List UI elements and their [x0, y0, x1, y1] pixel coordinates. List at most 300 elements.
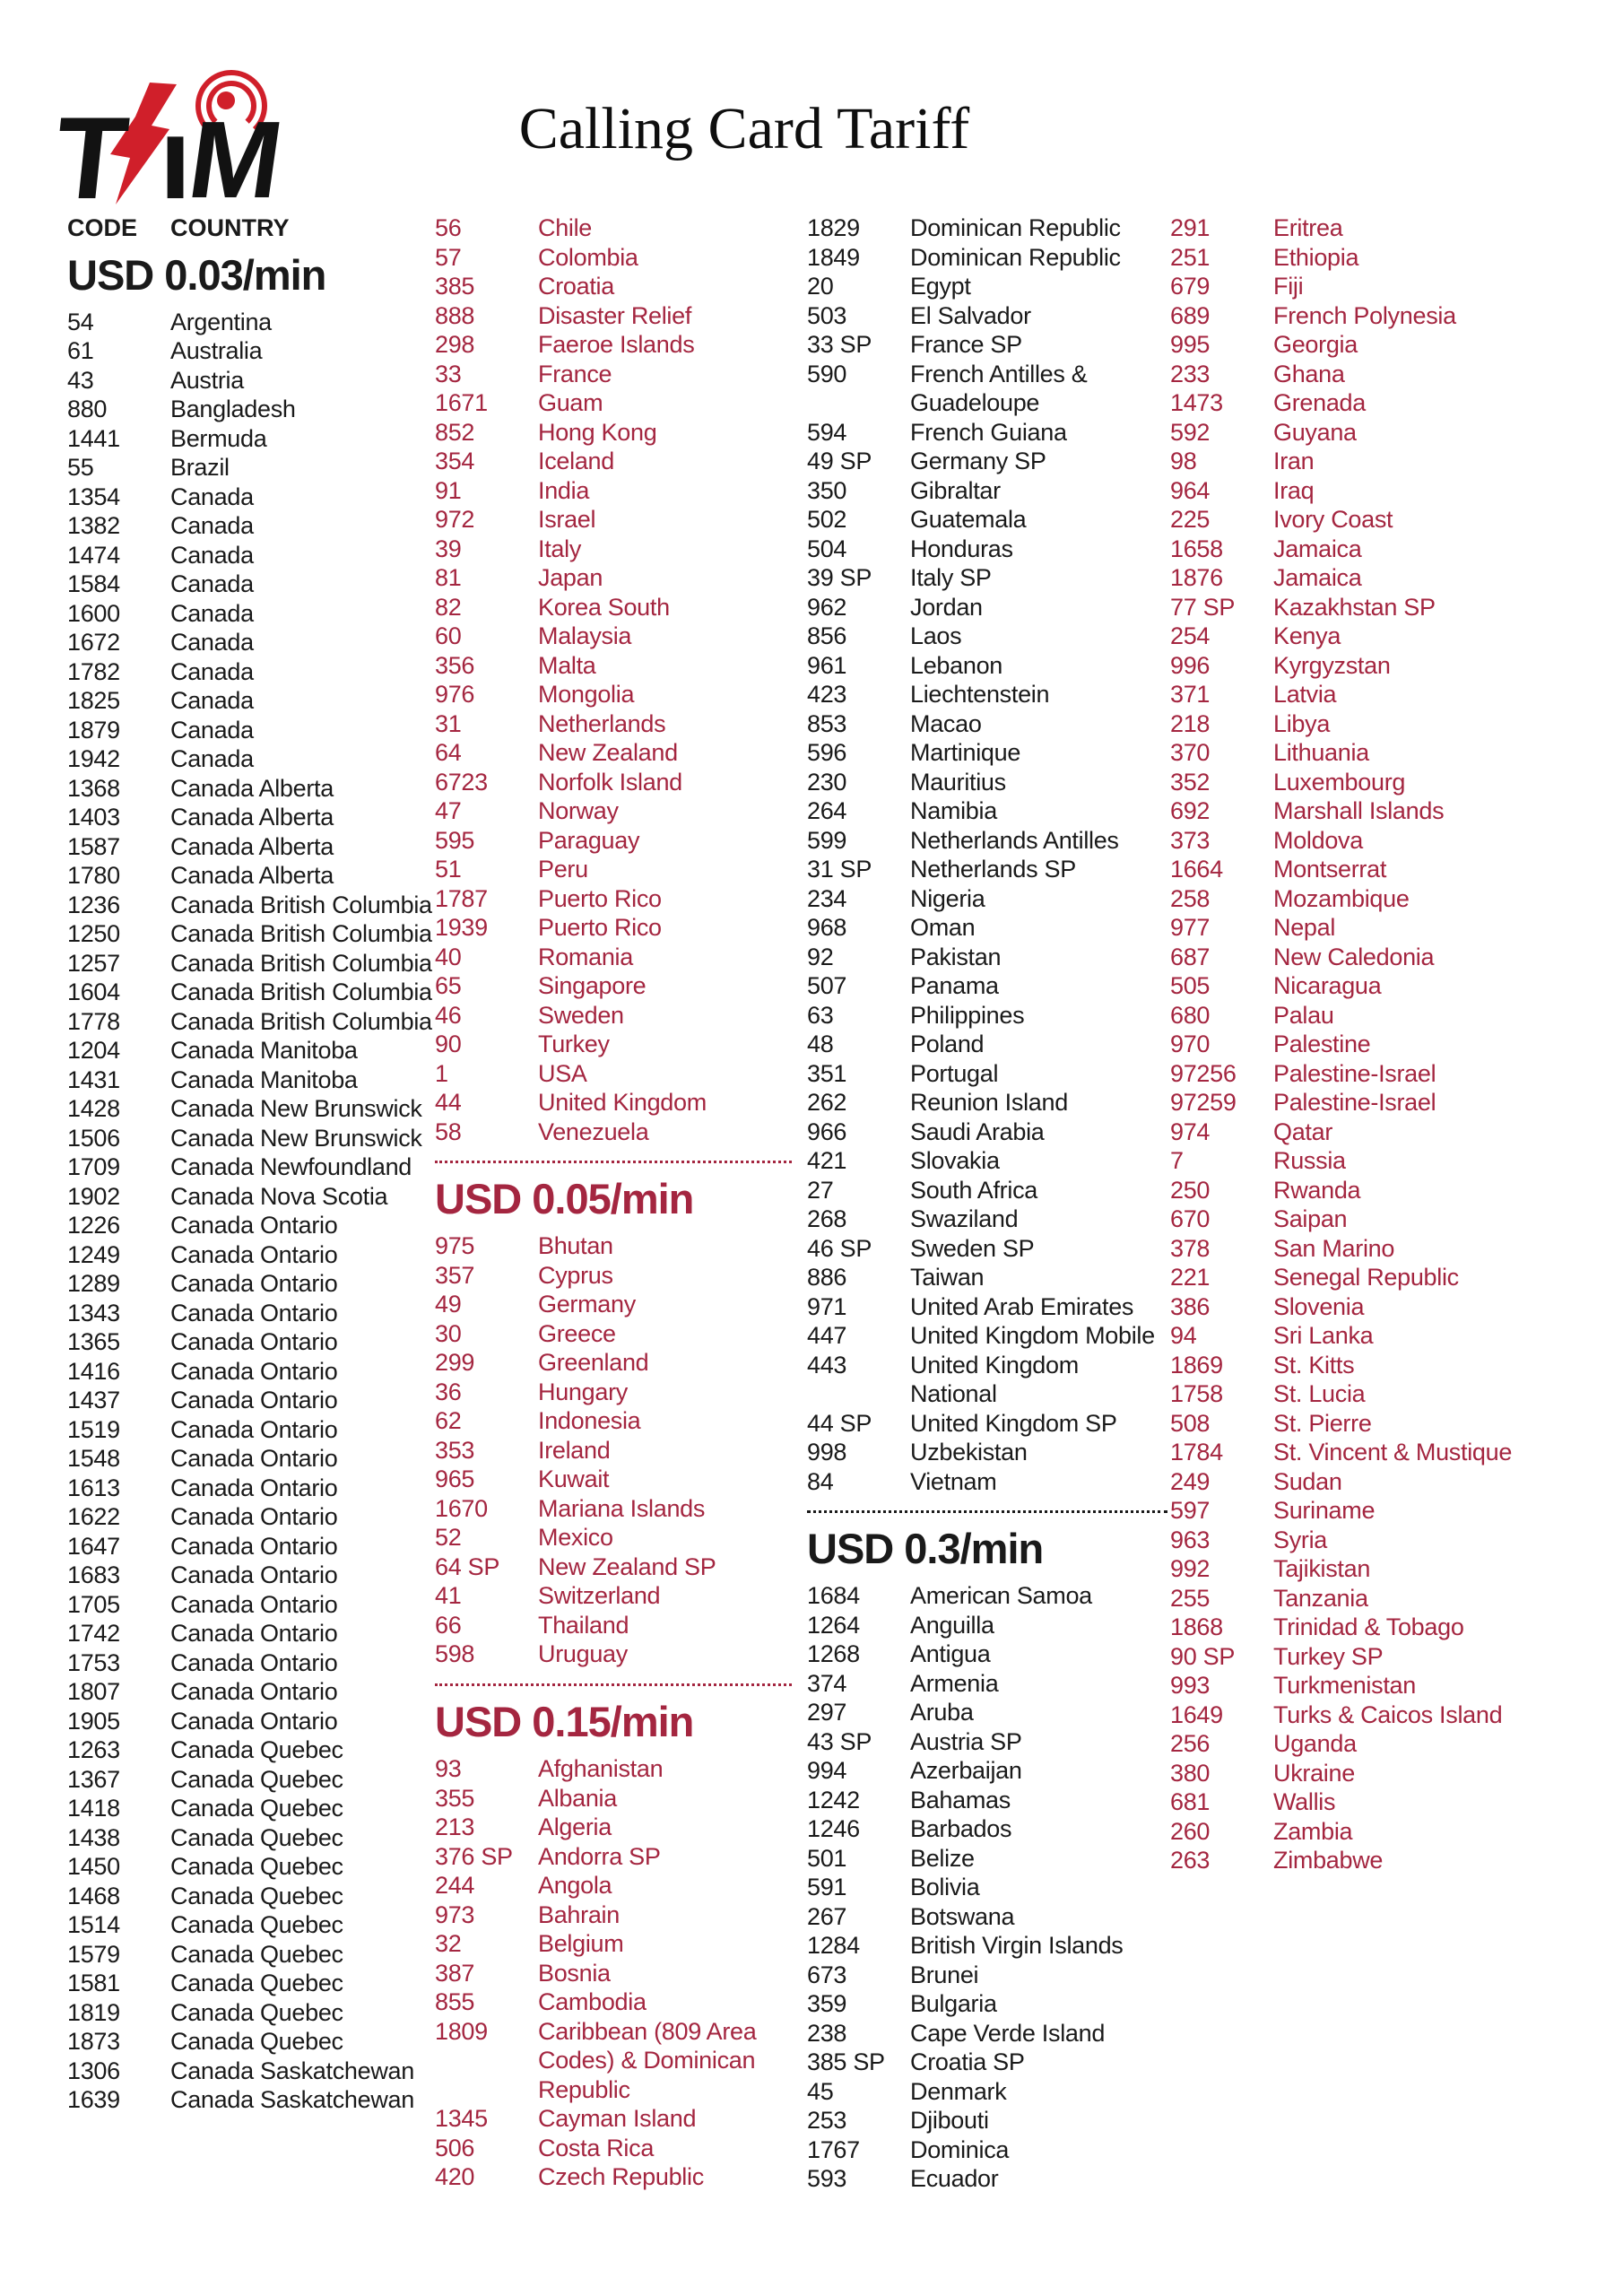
country-code: 1519	[67, 1415, 120, 1443]
country-name: Bosnia	[538, 1959, 611, 1987]
country-name: Austria SP	[910, 1727, 1022, 1755]
country-code: 65	[435, 972, 462, 999]
country-name: Libya	[1273, 709, 1331, 737]
country-code: 1584	[67, 570, 120, 598]
country-name: Canada Ontario	[170, 1474, 338, 1501]
tariff-row	[435, 418, 792, 448]
country-name: Andorra SP	[538, 1842, 661, 1870]
country-name: Anguilla	[910, 1611, 994, 1639]
country-code: 385	[435, 273, 475, 300]
country-code: 55	[67, 454, 94, 482]
country-name: Tanzania	[1273, 1584, 1368, 1612]
country-name: Canada	[170, 629, 254, 657]
country-name: Germany SP	[910, 448, 1046, 474]
country-code: 592	[1170, 418, 1211, 446]
tariff-row	[1170, 1146, 1619, 1176]
country-name: United Kingdom Mobile	[910, 1322, 1155, 1349]
country-code: 1416	[67, 1357, 120, 1385]
country-name: Uganda	[1273, 1730, 1357, 1757]
tariff-row	[435, 1118, 792, 1147]
tariff-row	[807, 680, 1167, 709]
country-name: United Kingdom SP	[910, 1409, 1117, 1437]
country-code: 7	[1170, 1147, 1184, 1174]
country-name: Turkey SP	[1273, 1642, 1384, 1670]
country-code: 962	[807, 593, 847, 621]
country-code: 888	[435, 301, 475, 329]
country-code: 1672	[67, 629, 120, 657]
tariff-row	[67, 424, 426, 454]
country-code: 49	[435, 1291, 462, 1318]
country-name: Canada Quebec	[170, 1765, 343, 1793]
country-name: Netherlands	[538, 709, 666, 737]
country-code: 63	[807, 1001, 834, 1029]
country-code: 1403	[67, 804, 120, 831]
tariff-row	[1170, 1351, 1619, 1380]
country-name: Guam	[538, 389, 603, 416]
tariff-row	[1170, 1205, 1619, 1234]
country-code: 1825	[67, 687, 120, 715]
tariff-row	[435, 1842, 792, 1872]
country-name: Bhutan	[538, 1232, 613, 1260]
country-name: Aruba	[910, 1699, 974, 1726]
country-code: 27	[807, 1176, 834, 1204]
country-code: 1450	[67, 1853, 120, 1881]
country-code: 1250	[67, 920, 120, 948]
tariff-row	[1170, 1642, 1619, 1672]
country-name: El Salvador	[910, 301, 1031, 329]
tariff-row	[1170, 1554, 1619, 1584]
tariff-row	[1170, 1846, 1619, 1875]
country-code: 46	[435, 1001, 462, 1029]
tariff-row	[1170, 1817, 1619, 1847]
country-code: 593	[807, 2165, 847, 2193]
country-name: Canada New Brunswick	[170, 1095, 422, 1123]
country-name: Canada	[170, 483, 254, 510]
tariff-row	[1170, 213, 1619, 243]
country-name: French Guiana	[910, 418, 1067, 446]
country-code: 1418	[67, 1795, 120, 1822]
country-code: 1873	[67, 2028, 120, 2056]
country-name: St. Vincent & Mustique	[1273, 1439, 1513, 1465]
country-name: Venezuela	[538, 1118, 649, 1145]
country-name: Canada Quebec	[170, 1823, 343, 1851]
country-code: 1809	[435, 2017, 488, 2045]
country-name: Reunion Island	[910, 1089, 1068, 1116]
country-code: 263	[1170, 1847, 1211, 1874]
tariff-row	[807, 447, 1167, 476]
country-code: 221	[1170, 1264, 1211, 1291]
country-code: 1869	[1170, 1351, 1223, 1378]
tariff-row	[435, 360, 792, 389]
country-name: Ireland	[538, 1436, 611, 1464]
country-code: 975	[435, 1232, 475, 1260]
country-code: 373	[1170, 826, 1211, 854]
country-code: 20	[807, 273, 834, 300]
country-code: 58	[435, 1118, 462, 1145]
tariff-row	[807, 1786, 1167, 1815]
tariff-row	[67, 1240, 426, 1270]
country-name: Barbados	[910, 1815, 1012, 1843]
tariff-row	[67, 919, 432, 949]
tariff-row	[807, 476, 1167, 506]
tariff-row	[435, 213, 792, 243]
country-name: Palestine	[1273, 1031, 1371, 1057]
tariff-row	[67, 1648, 426, 1678]
country-name: Afghanistan	[538, 1755, 664, 1783]
country-name: Ethiopia	[1273, 243, 1359, 271]
tariff-row	[435, 2134, 792, 2163]
country-name: Denmark	[910, 2077, 1007, 2105]
country-name: Canada Ontario	[170, 1648, 338, 1676]
tariff-row	[807, 360, 1167, 418]
tariff-row	[1170, 1409, 1619, 1439]
country-code: 1664	[1170, 856, 1223, 883]
country-name: Thailand	[538, 1611, 629, 1639]
country-name: Canada Alberta	[170, 832, 334, 860]
country-name: Canada Quebec	[170, 1940, 343, 1968]
country-name: Mauritius	[910, 768, 1006, 796]
country-name: Ivory Coast	[1273, 506, 1393, 533]
tariff-row	[807, 2019, 1167, 2048]
country-code: 974	[1170, 1118, 1211, 1145]
tariff-row	[435, 535, 792, 564]
country-name: India	[538, 476, 590, 504]
country-name: Cambodia	[538, 1988, 647, 2016]
tariff-row	[67, 2057, 426, 2086]
tariff-row	[435, 330, 792, 360]
tariff-row	[67, 308, 426, 337]
country-code: 970	[1170, 1031, 1211, 1057]
tariff-row	[1170, 1729, 1619, 1759]
country-code: 44 SP	[807, 1409, 872, 1437]
country-code: 256	[1170, 1730, 1211, 1757]
tariff-row	[807, 272, 1167, 301]
tariff-row	[435, 1261, 792, 1291]
country-name: Cyprus	[538, 1261, 613, 1289]
country-code: 595	[435, 826, 475, 854]
country-name: Botswana	[910, 1902, 1015, 1930]
tariff-row	[435, 505, 792, 535]
country-code: 961	[807, 651, 847, 679]
country-name: Palestine-Israel	[1273, 1059, 1436, 1087]
tariff-column-1	[67, 213, 432, 2115]
tariff-row	[807, 1205, 1167, 1234]
tariff-row	[435, 1290, 792, 1319]
country-code: 1548	[67, 1445, 120, 1473]
country-name: Canada Ontario	[170, 1503, 338, 1531]
tariff-row	[67, 1823, 426, 1853]
tariff-row	[1170, 1787, 1619, 1817]
country-code: 423	[807, 681, 847, 708]
country-code: 590	[807, 360, 847, 387]
tariff-row	[807, 2106, 1167, 2135]
tariff-row	[435, 709, 792, 739]
country-name: Bolivia	[910, 1874, 980, 1901]
country-code: 1345	[435, 2105, 488, 2133]
country-name: Puerto Rico	[538, 914, 662, 941]
country-name: Swaziland	[910, 1205, 1019, 1232]
tariff-row	[67, 453, 426, 483]
country-code: 355	[435, 1784, 475, 1812]
tariff-row	[435, 680, 792, 709]
country-code: 90 SP	[1170, 1642, 1236, 1670]
country-name: Canada Quebec	[170, 2028, 343, 2056]
tariff-row	[435, 563, 792, 593]
country-code: 1758	[1170, 1380, 1223, 1407]
price-section-header: USD 0.03/min	[67, 250, 326, 299]
country-code: 1367	[67, 1765, 120, 1793]
tariff-row	[1170, 1671, 1619, 1700]
country-name: Faeroe Islands	[538, 331, 695, 358]
country-code: 1354	[67, 483, 120, 510]
country-name: Greenland	[538, 1349, 649, 1377]
country-name: Georgia	[1273, 331, 1358, 358]
tariff-row	[807, 1844, 1167, 1874]
country-name: Canada Quebec	[170, 1970, 343, 1997]
country-name: Czech Republic	[538, 2163, 704, 2191]
country-name: Germany	[538, 1291, 636, 1318]
tariff-row	[67, 1998, 426, 2028]
country-name: Canada	[170, 570, 254, 598]
country-code: 679	[1170, 273, 1211, 300]
country-code: 1587	[67, 832, 120, 860]
country-code: 1249	[67, 1240, 120, 1268]
country-name: Puerto Rico	[538, 884, 662, 912]
country-code: 505	[1170, 972, 1211, 999]
tariff-row	[807, 213, 1167, 243]
country-code: 56	[435, 214, 462, 241]
tariff-row	[67, 1735, 426, 1765]
tariff-row	[1170, 768, 1619, 797]
country-name: Portugal	[910, 1059, 999, 1087]
country-code: 385 SP	[807, 2048, 885, 2076]
country-code: 81	[435, 564, 462, 591]
tariff-row	[435, 593, 792, 622]
country-code: 380	[1170, 1759, 1211, 1787]
country-code: 45	[807, 2077, 834, 2105]
tariff-row	[67, 1036, 426, 1065]
country-code: 1264	[807, 1611, 860, 1639]
country-code: 1778	[67, 1007, 120, 1035]
country-code: 1226	[67, 1212, 120, 1239]
country-name: Canada	[170, 599, 254, 627]
tariff-row	[435, 1987, 792, 2017]
country-code: 60	[435, 622, 462, 649]
country-name: Armenia	[910, 1669, 999, 1697]
country-code: 267	[807, 1902, 847, 1930]
country-name: Bermuda	[170, 424, 267, 452]
country-name: Canada Ontario	[170, 1328, 338, 1356]
country-name: Slovakia	[910, 1147, 1000, 1174]
country-name: Canada Ontario	[170, 1590, 338, 1618]
country-name: Norway	[538, 797, 619, 824]
country-code: 6723	[435, 768, 488, 796]
country-name: Kyrgyzstan	[1273, 651, 1391, 679]
country-name: Nigeria	[910, 884, 985, 912]
country-code: 1474	[67, 541, 120, 569]
country-code: 1709	[67, 1153, 120, 1181]
country-code: 238	[807, 2019, 847, 2047]
tariff-row	[67, 803, 426, 832]
tariff-row	[1170, 1088, 1619, 1118]
country-name: Mongolia	[538, 681, 635, 708]
country-code: 82	[435, 593, 462, 621]
country-code: 1441	[67, 424, 120, 452]
tariff-row	[67, 1386, 426, 1415]
country-name: Rwanda	[1273, 1176, 1361, 1204]
tariff-row	[1170, 1059, 1619, 1089]
country-code: 33	[435, 360, 462, 387]
code-column-label: CODE	[67, 214, 138, 241]
country-name: Canada Saskatchewan	[170, 2057, 414, 2084]
tariff-row	[807, 1292, 1167, 1322]
country-code: 966	[807, 1118, 847, 1145]
country-name: Colombia	[538, 243, 638, 271]
country-name: Canada Quebec	[170, 1911, 343, 1939]
country-name: Netherlands SP	[910, 856, 1076, 883]
country-code: 258	[1170, 884, 1211, 912]
country-name: Canada Alberta	[170, 862, 334, 890]
tariff-row	[1170, 1234, 1619, 1264]
tariff-row	[435, 1436, 792, 1465]
country-code: 90	[435, 1031, 462, 1057]
country-name: Sweden SP	[910, 1234, 1035, 1262]
tariff-row	[67, 1882, 426, 1911]
tariff-row	[1170, 563, 1619, 593]
country-code: 92	[807, 943, 834, 970]
country-code: 596	[807, 739, 847, 766]
country-code: 973	[435, 1900, 475, 1928]
country-code: 39	[435, 535, 462, 562]
country-code: 689	[1170, 301, 1211, 329]
country-code: 598	[435, 1640, 475, 1668]
tariff-row	[1170, 360, 1619, 389]
tariff-row	[435, 1929, 792, 1959]
country-name: Zimbabwe	[1273, 1847, 1384, 1874]
tariff-row	[1170, 1379, 1619, 1409]
country-name: American Samoa	[910, 1582, 1092, 1610]
country-name: Canada Quebec	[170, 1736, 343, 1764]
country-name: Indonesia	[538, 1407, 641, 1435]
tariff-row	[807, 243, 1167, 273]
country-name: Malta	[538, 651, 596, 679]
country-code: 97256	[1170, 1059, 1237, 1087]
country-code: 250	[1170, 1176, 1211, 1204]
tariff-row	[1170, 535, 1619, 564]
tariff-row	[807, 1059, 1167, 1089]
country-code: 996	[1170, 651, 1211, 679]
tariff-row	[1170, 796, 1619, 826]
country-name: Belize	[910, 1844, 975, 1872]
tariff-row	[67, 1794, 426, 1823]
tariff-row	[807, 855, 1167, 884]
tariff-row	[807, 535, 1167, 564]
country-code: 353	[435, 1436, 475, 1464]
tariff-row	[435, 1581, 792, 1611]
country-name: Canada British Columbia	[170, 1007, 432, 1035]
logo-letter-m: M	[181, 99, 286, 222]
tariff-row	[435, 622, 792, 651]
tariff-row	[435, 943, 792, 972]
country-name: New Zealand	[538, 739, 678, 766]
country-code: 680	[1170, 1001, 1211, 1029]
country-code: 599	[807, 826, 847, 854]
country-name: United Arab Emirates	[910, 1292, 1134, 1320]
tariff-row	[1170, 1438, 1619, 1467]
country-code: 965	[435, 1465, 475, 1493]
country-code: 1263	[67, 1736, 120, 1764]
country-code: 299	[435, 1349, 475, 1377]
tariff-row	[435, 1552, 792, 1582]
tariff-row	[67, 1765, 426, 1795]
country-code: 1683	[67, 1561, 120, 1589]
country-code: 1753	[67, 1648, 120, 1676]
country-name: Moldova	[1273, 826, 1363, 854]
country-name: Ghana	[1273, 360, 1345, 387]
country-name: Djibouti	[910, 2107, 989, 2135]
country-name: Nicaragua	[1273, 972, 1382, 999]
country-code: 52	[435, 1524, 462, 1552]
country-code: 1622	[67, 1503, 120, 1531]
country-code: 1506	[67, 1124, 120, 1152]
tariff-row	[67, 511, 426, 541]
country-name: Jamaica	[1273, 535, 1362, 562]
country-name: Canada Manitoba	[170, 1065, 358, 1093]
page-title: Calling Card Tariff	[518, 96, 970, 161]
country-name: Iran	[1273, 448, 1315, 474]
country-code: 230	[807, 768, 847, 796]
tariff-row	[807, 1989, 1167, 2019]
country-name: Caribbean (809 Area Codes) & Dominican Republic	[538, 2017, 757, 2103]
country-name: Zambia	[1273, 1817, 1353, 1845]
country-code: 1382	[67, 512, 120, 540]
country-name: Saudi Arabia	[910, 1118, 1045, 1145]
country-code: 1236	[67, 891, 120, 918]
country-name: Pakistan	[910, 943, 1002, 970]
country-code: 51	[435, 856, 462, 883]
tariff-row	[807, 1263, 1167, 1292]
country-name: Egypt	[910, 273, 971, 300]
country-code: 233	[1170, 360, 1211, 387]
country-name: Macao	[910, 709, 982, 737]
country-name: Disaster Relief	[538, 301, 692, 329]
country-code: 972	[435, 506, 475, 533]
country-name: Nepal	[1273, 914, 1336, 941]
tariff-row	[1170, 709, 1619, 739]
country-name: Canada Quebec	[170, 1853, 343, 1881]
country-code: 1905	[67, 1707, 120, 1735]
country-name: Eritrea	[1273, 214, 1343, 241]
country-code: 692	[1170, 797, 1211, 824]
country-name: Canada Ontario	[170, 1707, 338, 1735]
country-code: 218	[1170, 709, 1211, 737]
country-code: 374	[807, 1669, 847, 1697]
country-code: 1671	[435, 389, 488, 416]
country-name: Australia	[170, 337, 263, 365]
tariff-row	[807, 1698, 1167, 1727]
tariff-row	[435, 1001, 792, 1031]
country-code: 1639	[67, 2086, 120, 2114]
country-code: 1428	[67, 1095, 120, 1123]
tariff-row	[1170, 1118, 1619, 1147]
country-name: Canada British Columbia	[170, 891, 432, 918]
tariff-row	[807, 418, 1167, 448]
country-code: 253	[807, 2107, 847, 2135]
tariff-row	[807, 1146, 1167, 1176]
country-code: 993	[1170, 1672, 1211, 1699]
tariff-row	[1170, 651, 1619, 681]
country-code: 968	[807, 914, 847, 941]
